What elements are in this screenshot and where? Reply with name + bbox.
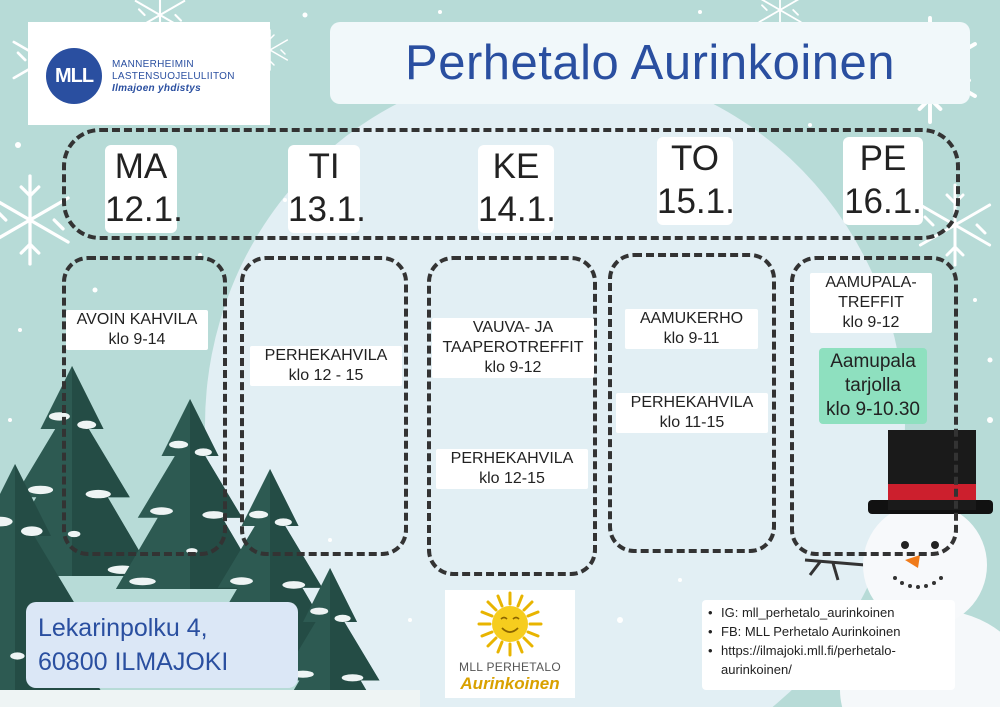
event-time: klo 9-12: [842, 314, 900, 331]
event-title-2: tarjolla: [845, 375, 901, 396]
sun-logo-line2: Aurinkoinen: [460, 674, 560, 693]
bullet: •: [708, 624, 713, 639]
event-ma-avoin-kahvila: [66, 310, 208, 350]
day-card-to: [657, 137, 733, 225]
mll-logo-mark: MLL: [46, 48, 102, 104]
day-name: KE: [492, 147, 540, 186]
address-city: 60800 ILMAJOKI: [38, 648, 229, 676]
event-title: AAMUKERHO: [639, 310, 744, 327]
address-street: Lekarinpolku 4,: [38, 614, 208, 642]
event-ti-perhekahvila: [250, 346, 402, 386]
event-time: klo 11-15: [659, 414, 725, 431]
mll-logo-line1: MANNERHEIMIN: [112, 59, 194, 70]
event-ke-perhekahvila: [436, 449, 588, 489]
day-card-ke: [478, 145, 554, 233]
mll-logo: [28, 22, 270, 125]
column-frame-ke: [427, 256, 597, 576]
event-ke-vauvatreffit: [432, 318, 594, 378]
event-time: klo 12 - 15: [288, 367, 364, 384]
day-name: TI: [308, 147, 340, 186]
day-date: 13.1.: [288, 190, 366, 229]
event-title: AVOIN KAHVILA: [76, 311, 198, 328]
day-card-pe: [843, 137, 923, 225]
event-time: klo 12-15: [479, 470, 545, 487]
sun-logo-line1: MLL PERHETALO: [459, 660, 561, 674]
event-time: klo 9-11: [663, 330, 720, 347]
bullet: •: [708, 643, 713, 658]
event-to-aamukerho: [625, 309, 758, 349]
event-title-1: AAMUPALA-: [825, 274, 917, 291]
event-title-2: TREFFIT: [838, 294, 904, 311]
social-web: [708, 641, 955, 679]
mll-logo-line3: Ilmajoen yhdistys: [112, 83, 202, 94]
page-title: Perhetalo Aurinkoinen: [405, 36, 895, 90]
social-web-line2: aurinkoinen/: [721, 662, 792, 677]
social-web-line1: https://ilmajoki.mll.fi/perhetalo-: [721, 643, 896, 658]
social-fb-text: FB: MLL Perhetalo Aurinkoinen: [721, 624, 901, 639]
event-pe-aamupalatreffit: [810, 273, 932, 333]
day-name: TO: [671, 139, 719, 178]
day-card-ma: [105, 145, 183, 233]
day-date: 12.1.: [105, 190, 183, 229]
title-banner: [330, 22, 970, 104]
address-box: [26, 602, 298, 688]
column-frame-ma: [62, 256, 227, 556]
event-time: klo 9-12: [484, 359, 542, 376]
day-name: MA: [114, 147, 168, 186]
event-pe-aamupala-tarjolla: [819, 348, 927, 424]
sun-icon: [445, 590, 575, 660]
event-title: PERHEKAHVILA: [264, 347, 388, 364]
column-frame-ti: [240, 256, 408, 556]
aurinkoinen-logo: [445, 590, 575, 698]
event-time: klo 9-14: [108, 331, 166, 348]
day-name: PE: [859, 139, 907, 178]
event-title: PERHEKAHVILA: [630, 394, 754, 411]
social-links: [702, 600, 955, 690]
day-date: 14.1.: [478, 190, 556, 229]
mll-logo-line2: LASTENSUOJELULIITON: [112, 71, 235, 82]
bullet: •: [708, 605, 713, 620]
event-to-perhekahvila: [616, 393, 768, 433]
social-ig: [708, 603, 955, 622]
social-ig-text: IG: mll_perhetalo_aurinkoinen: [721, 605, 895, 620]
day-date: 15.1.: [657, 182, 735, 221]
day-card-ti: [288, 145, 366, 233]
event-title: PERHEKAHVILA: [450, 450, 574, 467]
event-time: klo 9-10.30: [825, 399, 920, 420]
day-date: 16.1.: [844, 182, 922, 221]
social-fb: [708, 622, 955, 641]
event-title-1: VAUVA- JA: [472, 319, 554, 336]
event-title-2: TAAPEROTREFFIT: [442, 339, 584, 356]
event-title-1: Aamupala: [830, 351, 916, 372]
